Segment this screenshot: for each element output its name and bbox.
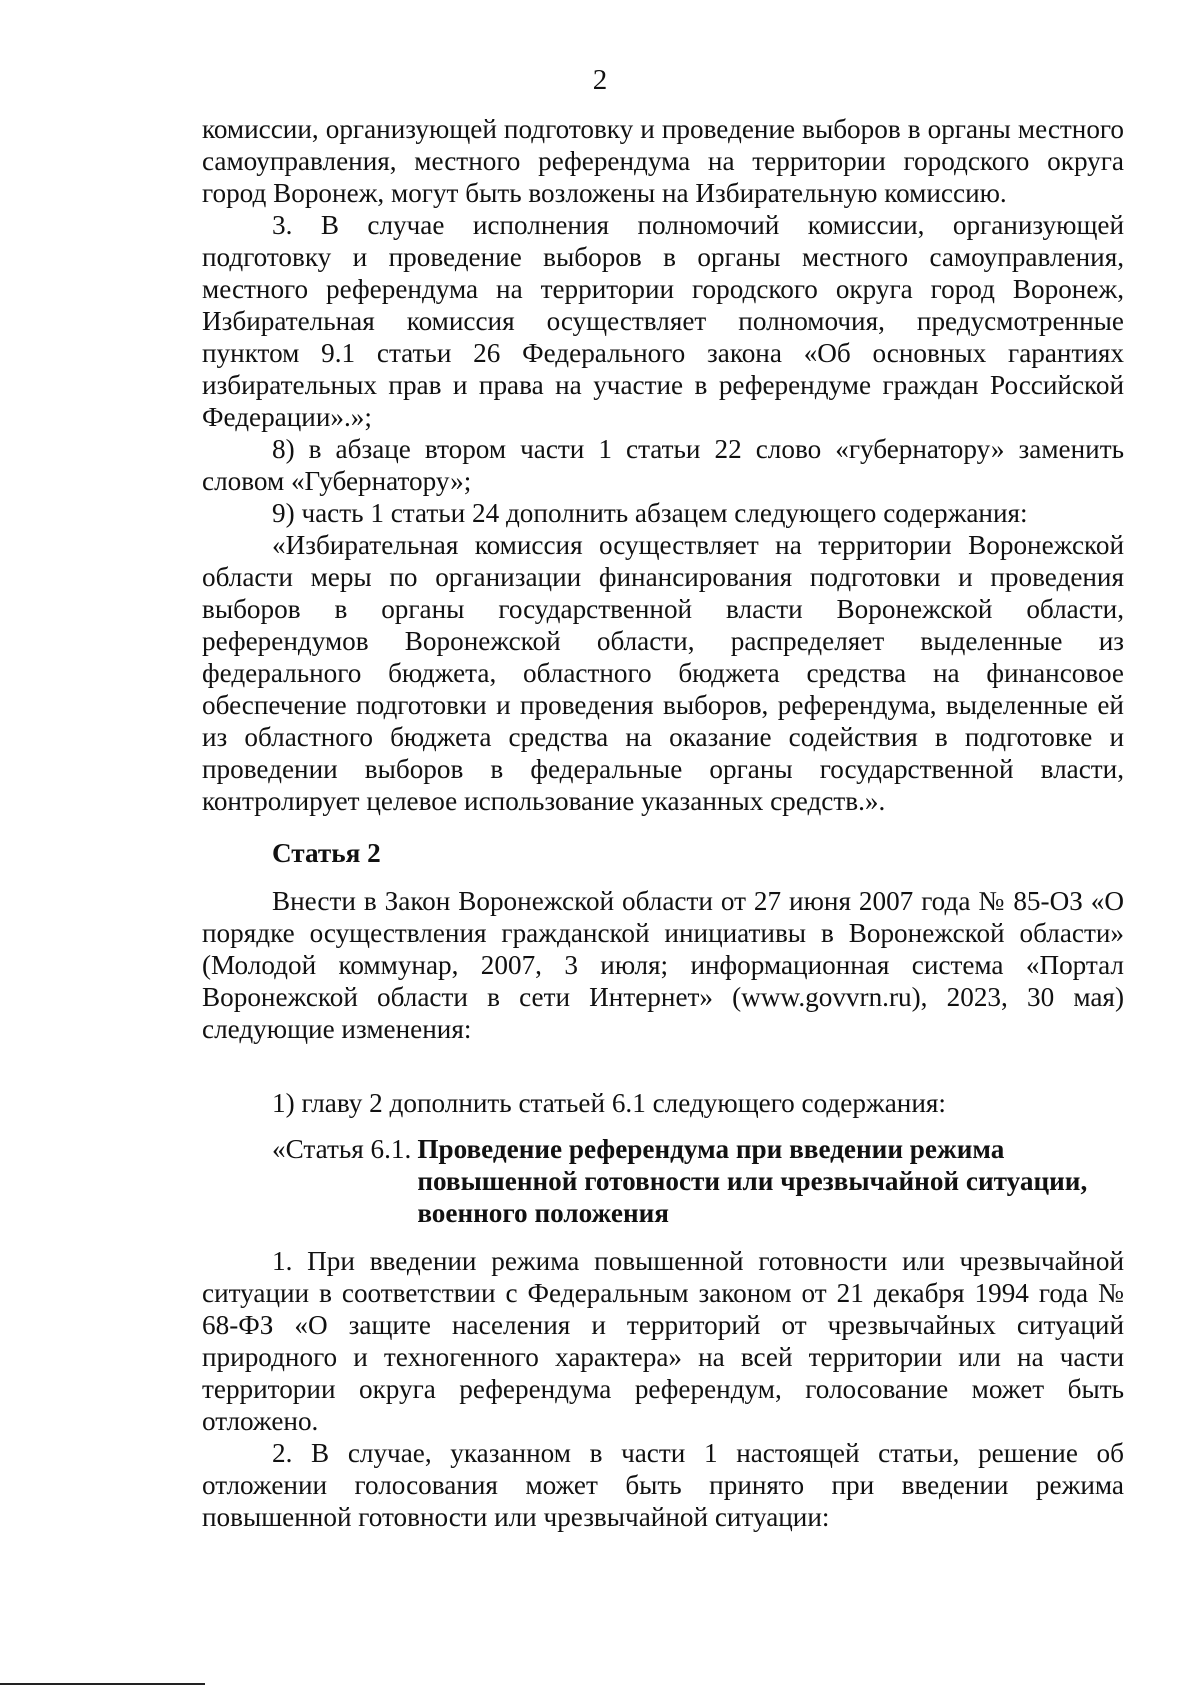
paragraph-item-8: 8) в абзаце втором части 1 статьи 22 слово «губернатору» заменить словом «Губернатору»; xyxy=(202,434,1124,496)
article-6-1-lead: «Статья 6.1. xyxy=(272,1134,412,1164)
paragraph-item-9: 9) часть 1 статьи 24 дополнить абзацем следующего содержания: xyxy=(272,498,1028,528)
page-number: 2 xyxy=(592,64,608,96)
article-6-1-name: Проведение референдума при введении режима повышенной готовности или чрезвычайной ситуации, военного положения xyxy=(417,1134,1088,1228)
scan-edge-line xyxy=(0,1683,205,1685)
article-6-1-part-2: 2. В случае, указанном в части 1 настоящей статьи, решение об отложении голосования может быть принято при введении режима повышенной готовности или чрезвычайной ситуации: xyxy=(202,1438,1124,1532)
article-2-intro: Внести в Закон Воронежской области от 27 июня 2007 года № 85-ОЗ «О порядке осуществления гражданской инициативы в Воронежской области» (Молодой коммунар, 2007, 3 июля; информационная система «Портал Воронежской области в сети Интернет» (www.govvrn.ru), 2023, 30 мая) следующие изменения: xyxy=(202,886,1124,1044)
article-6-1-title xyxy=(202,1133,1124,1229)
article-2-item-1: 1) главу 2 дополнить статьей 6.1 следующего содержания: xyxy=(272,1088,946,1118)
paragraph-point-3: 3. В случае исполнения полномочий комиссии, организующей подготовку и проведение выборов в органы местного самоуправления, местного референдума на территории городского округа город Воронеж, Избирательная комиссия осуществляет полномочия, предусмотренные пунктом 9.1 статьи 26 Федерального закона «Об основных гарантиях избирательных прав и права на участие в референдуме граждан Российской Федерации».»; xyxy=(202,210,1124,432)
paragraph-continuation: комиссии, организующей подготовку и проведение выборов в органы местного самоуправления, местного референдума на территории городского округа город Воронеж, могут быть возложены на Избирательную комиссию. xyxy=(202,114,1124,208)
paragraph-quoted-text: «Избирательная комиссия осуществляет на территории Воронежской области меры по организации финансирования подготовки и проведения выборов в органы государственной власти Воронежской области, референдумов Воронежской области, распределяет выделенные из федерального бюджета, областного бюджета средства на финансовое обеспечение подготовки и проведения выборов, референдума, выделенные ей из областного бюджета средства на оказание содействия в подготовке и проведении выборов в федеральные органы государственной власти, контролирует целевое использование указанных средств.». xyxy=(202,530,1124,816)
article-6-1-part-1: 1. При введении режима повышенной готовности или чрезвычайной ситуации в соответствии с Федеральным законом от 21 декабря 1994 года № 68-ФЗ «О защите населения и территорий от чрезвычайных ситуаций природного и техногенного характера» на всей территории или на части территории округа референдума референдум, голосование может быть отложено. xyxy=(202,1246,1124,1436)
article-2-heading: Статья 2 xyxy=(272,838,381,868)
document-body xyxy=(202,113,1124,1533)
